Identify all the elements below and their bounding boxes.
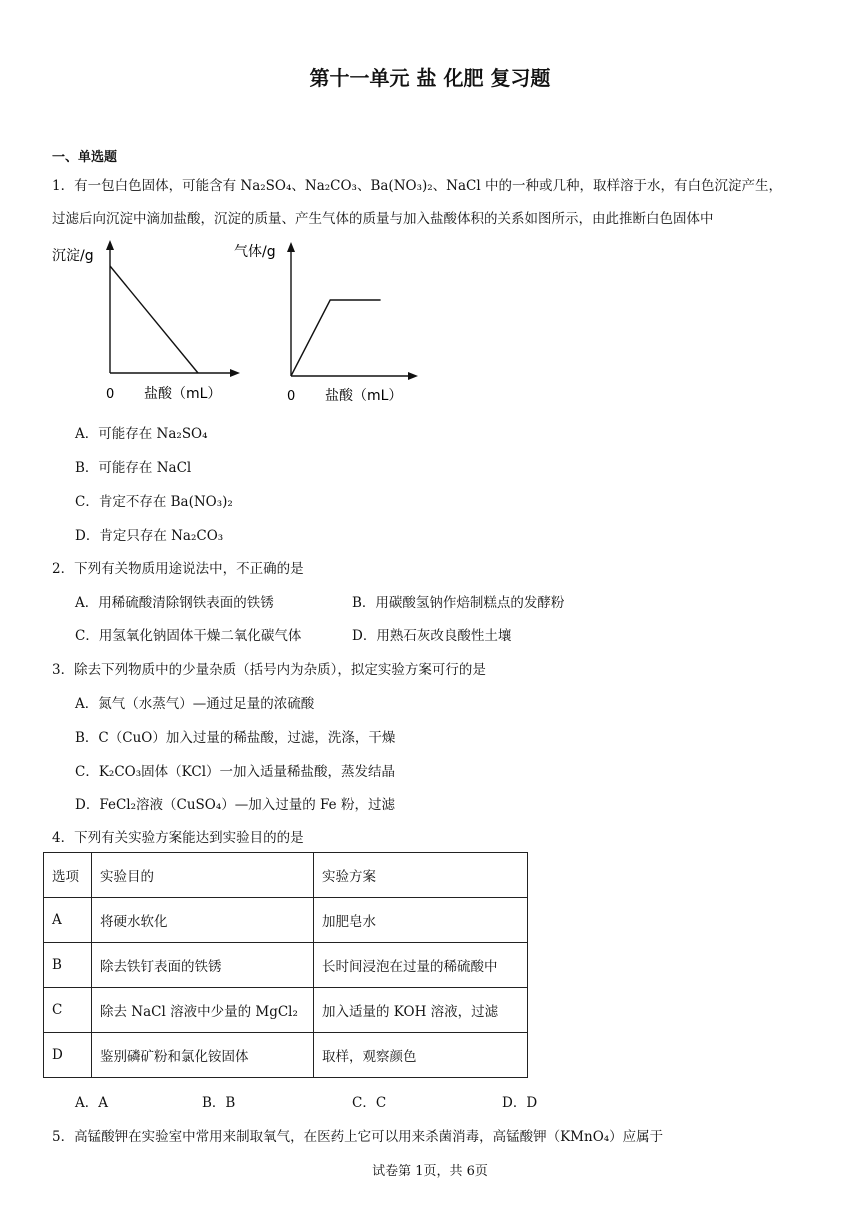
graph-gas <box>234 242 418 404</box>
table-cell: 取样，观察颜色 <box>314 1033 528 1078</box>
page-title: 第十一单元 盐 化肥 复习题 <box>309 66 551 90</box>
table-cell: 除去 NaCl 溶液中少量的 MgCl₂ <box>92 988 314 1033</box>
g2-origin: 0 <box>287 389 296 404</box>
table-row <box>44 898 528 943</box>
q3-option-c: C．K₂CO₃固体（KCl）一加入适量稀盐酸，蒸发结晶 <box>75 764 396 780</box>
q4-option-c: C．C <box>352 1095 387 1111</box>
g2-y-arrow <box>287 242 295 252</box>
table-header-cell: 实验目的 <box>92 853 314 898</box>
g1-xlabel: 盐酸（mL） <box>144 386 222 402</box>
table-row <box>44 943 528 988</box>
q2-option-b: B．用碳酸氢钠作焙制糕点的发酵粉 <box>352 595 565 611</box>
q1-option-b: B．可能存在 NaCl <box>75 460 192 476</box>
q1-line2: 过滤后向沉淀中滴加盐酸，沉淀的质量、产生气体的质量与加入盐酸体积的关系如图所示，由此推断白色固体中 <box>52 211 714 227</box>
g1-x-arrow <box>230 369 240 377</box>
table-row <box>44 988 528 1033</box>
g2-ylabel: 气体/g <box>234 244 276 260</box>
table-cell: A <box>44 898 92 943</box>
q2-option-a: A．用稀硫酸清除钢铁表面的铁锈 <box>75 595 274 611</box>
graph-precipitate <box>52 240 240 402</box>
g2-series-line <box>291 300 381 376</box>
q4-table <box>43 852 528 1078</box>
table-row <box>44 1033 528 1078</box>
g1-y-arrow <box>106 240 114 250</box>
table-cell: 加肥皂水 <box>314 898 528 943</box>
q4-stem: 4．下列有关实验方案能达到实验目的的是 <box>52 830 304 846</box>
g2-x-arrow <box>408 372 418 380</box>
q3-option-b: B．C（CuO）加入过量的稀盐酸，过滤，洗涤，干燥 <box>75 730 396 746</box>
q2-option-d: D．用熟石灰改良酸性土壤 <box>352 628 512 644</box>
g2-xlabel: 盐酸（mL） <box>325 388 403 404</box>
table-cell: 加入适量的 KOH 溶液，过滤 <box>314 988 528 1033</box>
q2-option-c: C．用氢氧化钠固体干燥二氧化碳气体 <box>75 628 302 644</box>
q1-option-d: D．肯定只存在 Na₂CO₃ <box>75 528 224 544</box>
g1-origin: 0 <box>106 387 115 402</box>
q1-line1: 1．有一包白色固体，可能含有 Na₂SO₄、Na₂CO₃、Ba(NO₃)₂、NaCl 中的一种或几种，取样溶于水，有白色沉淀产生， <box>52 178 782 194</box>
table-header-cell: 实验方案 <box>314 853 528 898</box>
q3-option-a: A．氮气（水蒸气）—通过足量的浓硫酸 <box>75 696 315 712</box>
table-cell: 除去铁钉表面的铁锈 <box>92 943 314 988</box>
q1-graphs <box>48 238 428 408</box>
table-cell: 将硬水软化 <box>92 898 314 943</box>
table-cell: 长时间浸泡在过量的稀硫酸中 <box>314 943 528 988</box>
q1-option-c: C．肯定不存在 Ba(NO₃)₂ <box>75 494 233 510</box>
q2-stem: 2．下列有关物质用途说法中，不正确的是 <box>52 561 304 577</box>
table-cell: D <box>44 1033 92 1078</box>
section-heading: 一、单选题 <box>52 150 118 165</box>
q1-option-a: A．可能存在 Na₂SO₄ <box>75 426 208 442</box>
q3-stem: 3．除去下列物质中的少量杂质（括号内为杂质），拟定实验方案可行的是 <box>52 662 486 678</box>
table-header-cell: 选项 <box>44 853 92 898</box>
table-cell: C <box>44 988 92 1033</box>
q4-option-d: D．D <box>502 1095 538 1111</box>
q5-stem: 5．高锰酸钾在实验室中常用来制取氧气，在医药上它可以用来杀菌消毒，高锰酸钾（KMnO₄）应属于 <box>52 1129 664 1145</box>
table-cell: 鉴别磷矿粉和氯化铵固体 <box>92 1033 314 1078</box>
q3-option-d: D．FeCl₂溶液（CuSO₄）—加入过量的 Fe 粉，过滤 <box>75 797 395 813</box>
g1-series-line <box>110 266 198 373</box>
g1-ylabel: 沉淀/g <box>52 248 94 264</box>
page-footer: 试卷第 1页，共 6页 <box>372 1164 488 1179</box>
table-header-row <box>44 853 528 898</box>
table-cell: B <box>44 943 92 988</box>
q4-option-a: A．A <box>75 1095 108 1111</box>
q4-option-b: B．B <box>202 1095 236 1111</box>
